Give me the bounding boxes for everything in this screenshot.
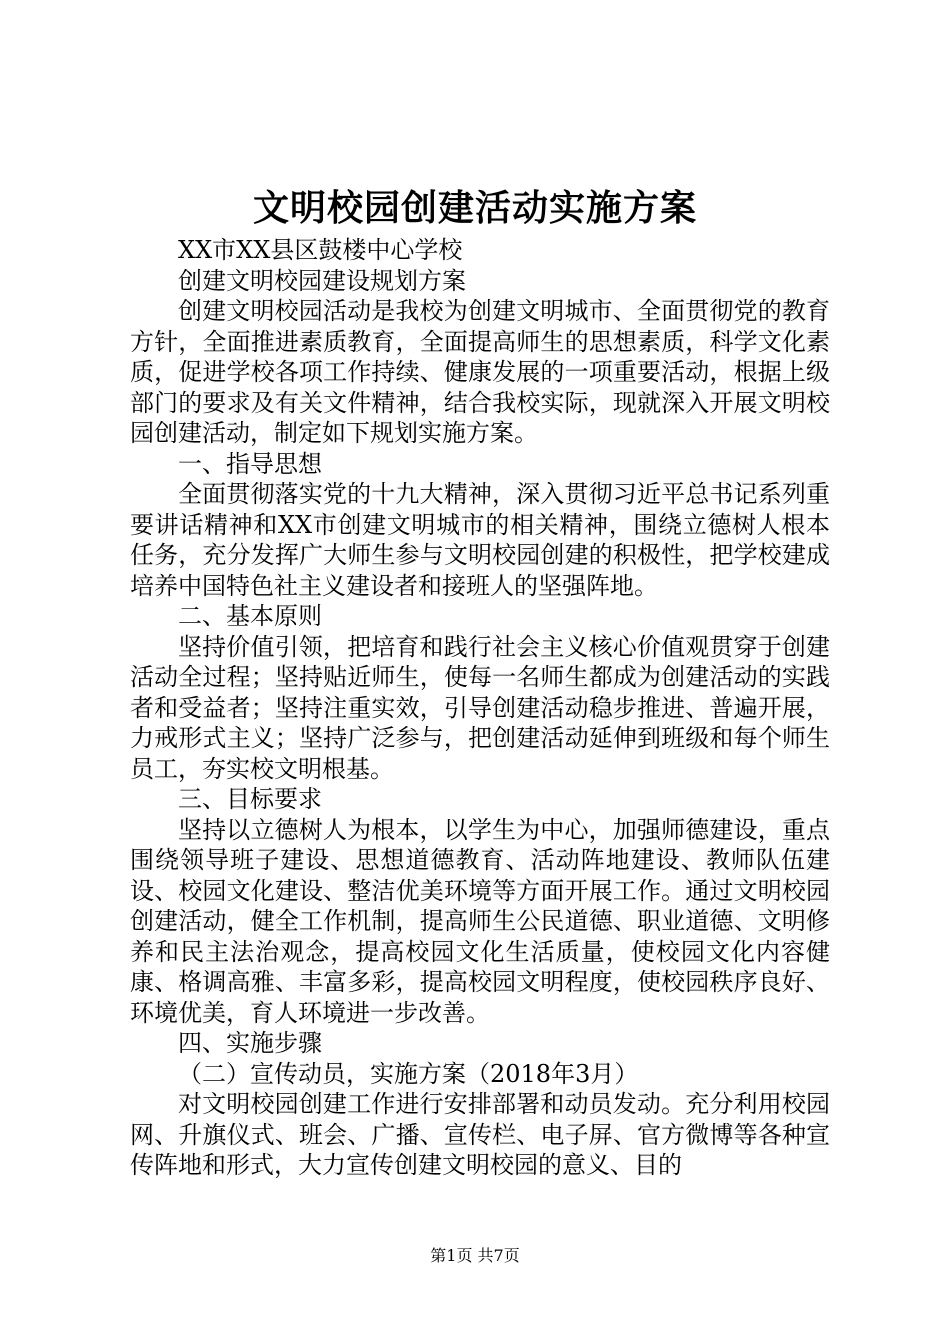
- section-heading-guiding-thought: 一、指导思想: [178, 449, 322, 478]
- basic-principles-paragraph: 坚持价值引领，把培育和践行社会主义核心价值观贯穿于创建活动全过程；坚持贴近师生，使每一名师生都成为创建活动的实践者和受益者；坚持注重实效，引导创建活动稳步推进、普遍开展，力戒形式主义；坚持广泛参与，把创建活动延伸到班级和每个师生员工，夯实校文明根基。: [130, 632, 830, 783]
- intro-paragraph: 创建文明校园活动是我校为创建文明城市、全面贯彻党的教育方针，全面推进素质教育，全面提高师生的思想素质，科学文化素质，促进学校各项工作持续、健康发展的一项重要活动，根据上级部门的要求及有关文件精神，结合我校实际，现就深入开展文明校园创建活动，制定如下规划实施方案。: [130, 297, 830, 447]
- plan-subtitle: 创建文明校园建设规划方案: [178, 266, 466, 295]
- section-heading-implementation: 四、实施步骤: [178, 1029, 322, 1057]
- document-title: 文明校园创建活动实施方案: [252, 187, 697, 229]
- school-name: XX市XX县区鼓楼中心学校: [178, 236, 463, 264]
- goals-paragraph: 坚持以立德树人为根本，以学生为中心，加强师德建设，重点围绕领导班子建设、思想道德教育、活动阵地建设、教师队伍建设、校园文化建设、整洁优美环境等方面开展工作。通过文明校园创建活动，健全工作机制，提高师生公民道德、职业道德、文明修养和民主法治观念，提高校园文化生活质量，使校园文化内容健康、格调高雅、丰富多彩，提高校园文明程度，使校园秩序良好、环境优美，育人环境进一步改善。: [130, 815, 830, 1027]
- section-heading-basic-principles: 二、基本原则: [178, 602, 322, 630]
- section-heading-goals: 三、目标要求: [178, 785, 322, 813]
- document-body: [130, 235, 830, 1181]
- publicity-paragraph: 对文明校园创建工作进行安排部署和动员发动。充分利用校园网、升旗仪式、班会、广播、宣传栏、电子屏、官方微博等各种宣传阵地和形式，大力宣传创建文明校园的意义、目的: [130, 1090, 830, 1179]
- guiding-thought-paragraph: 全面贯彻落实党的十九大精神，深入贯彻习近平总书记系列重要讲话精神和XX市创建文明城市的相关精神，围绕立德树人根本任务，充分发挥广大师生参与文明校园创建的积极性，把学校建成培养中国特色社主义建设者和接班人的坚强阵地。: [130, 480, 830, 600]
- subsection-heading-publicity: （二）宣传动员，实施方案（2018年3月）: [178, 1059, 639, 1088]
- page-number-footer: 第1页 共7页: [430, 1246, 520, 1265]
